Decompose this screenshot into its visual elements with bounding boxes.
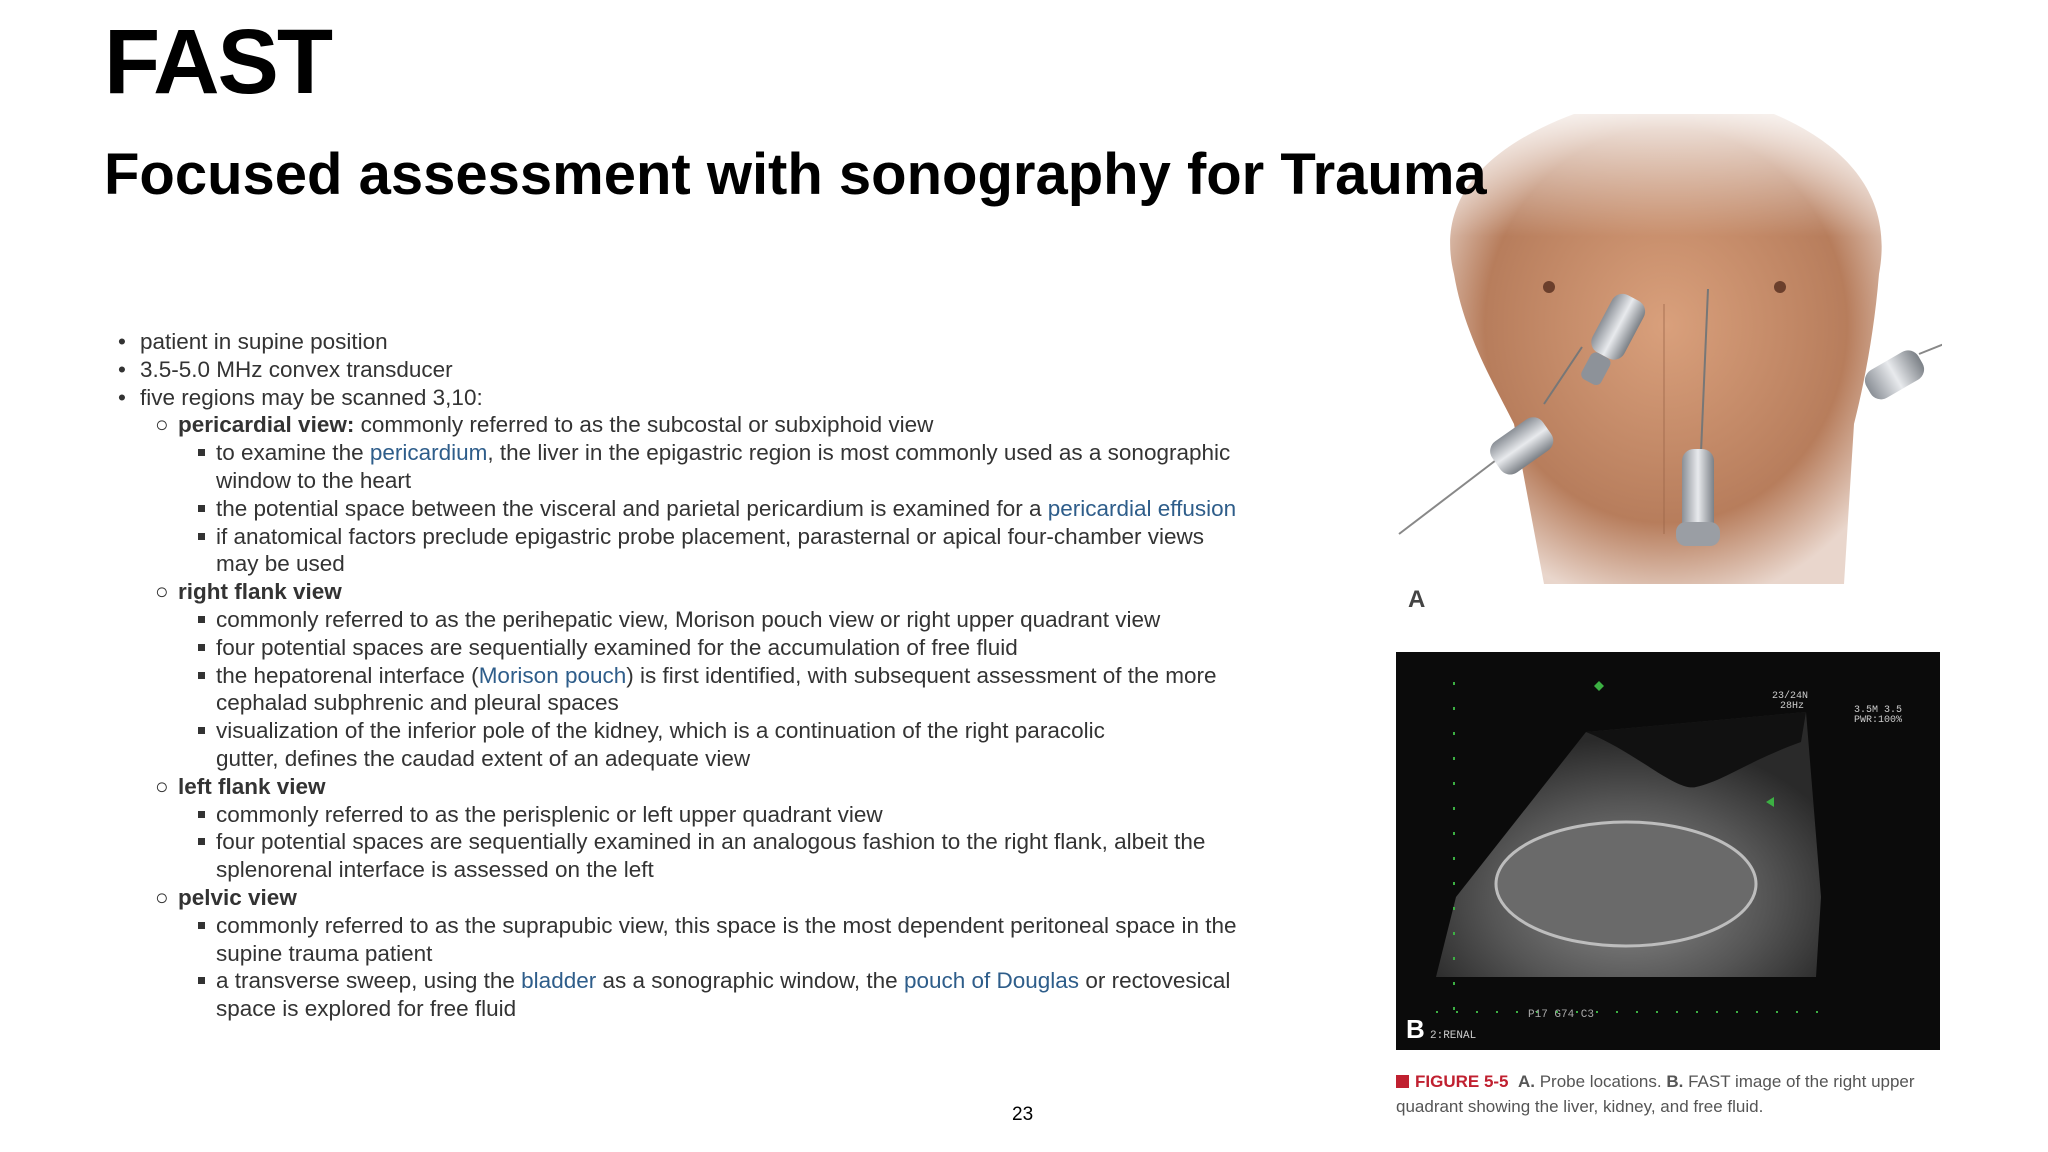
focus-marker-icon bbox=[1594, 681, 1604, 691]
bullet-item: • 3.5-5.0 MHz convex transducer bbox=[115, 356, 1315, 384]
list-item: visualization of the inferior pole of the kidney, which is a continuation of the right paracolic bbox=[115, 717, 1315, 745]
pouch-of-douglas-link[interactable]: pouch of Douglas bbox=[903, 968, 1080, 994]
bladder-link[interactable]: bladder bbox=[521, 968, 597, 994]
caption-square-icon bbox=[1396, 1075, 1409, 1088]
slide-subtitle: Focused assessment with sonography for Trauma bbox=[104, 142, 1487, 207]
morison-pouch-link[interactable]: Morison pouch bbox=[478, 662, 627, 688]
us-setting-text: 3.5M 3.5 bbox=[1854, 705, 1903, 716]
list-item-continuation: splenorenal interface is assessed on the left bbox=[216, 857, 654, 883]
bullet-list bbox=[115, 328, 1315, 1023]
list-item: the hepatorenal interface (Morison pouch) is first identified, with subsequent assessment of the more bbox=[115, 662, 1315, 690]
us-setting-text: PWR:100% bbox=[1854, 715, 1903, 726]
subheading-pelvic: ○ pelvic view bbox=[115, 884, 1315, 912]
us-setting-text: 23/24N bbox=[1772, 691, 1809, 702]
list-item: commonly referred to as the perisplenic or left upper quadrant view bbox=[115, 801, 1315, 829]
list-item: four potential spaces are sequentially examined in an analogous fashion to the right flank, albeit the bbox=[115, 828, 1315, 856]
page-number: 23 bbox=[1012, 1104, 1034, 1125]
list-item-continuation: window to the heart bbox=[216, 467, 412, 493]
subheading-left-flank: ○ left flank view bbox=[115, 773, 1315, 801]
pericardium-link[interactable]: pericardium bbox=[369, 440, 488, 466]
pericardial-effusion-link[interactable]: pericardial effusion bbox=[1047, 495, 1237, 521]
list-item: four potential spaces are sequentially examined for the accumulation of free fluid bbox=[115, 634, 1315, 662]
list-item-continuation: supine trauma patient bbox=[216, 940, 433, 966]
kidney-shape bbox=[1496, 822, 1756, 946]
left-nipple bbox=[1543, 281, 1555, 293]
list-item-continuation: cephalad subphrenic and pleural spaces bbox=[216, 690, 619, 716]
figure-caption: FIGURE 5-5 A. Probe locations. B. FAST image of the right upper quadrant showing the liver, kidney, and free fluid. bbox=[1396, 1072, 1915, 1116]
figure-label-b: B bbox=[1406, 1014, 1425, 1044]
right-nipple bbox=[1774, 281, 1786, 293]
list-item-continuation: gutter, defines the caudad extent of an adequate view bbox=[216, 745, 751, 771]
us-mode-text: 2:RENAL bbox=[1430, 1030, 1477, 1042]
list-item-continuation: may be used bbox=[216, 551, 345, 577]
us-code-text: P17 G74 C3 bbox=[1528, 1009, 1595, 1021]
slide-title: FAST bbox=[104, 11, 332, 113]
pelvic-probe-icon bbox=[1676, 449, 1720, 546]
ultrasound-image bbox=[1396, 652, 1940, 1050]
subheading-pericardial: ○ pericardial view: commonly referred to as the subcostal or subxiphoid view bbox=[115, 411, 1315, 439]
list-item: the potential space between the visceral and parietal pericardium is examined for a pericardial effusion bbox=[115, 495, 1315, 523]
bullet-item: • patient in supine position bbox=[115, 328, 1315, 356]
ultrasound-graphic bbox=[1396, 652, 1940, 1050]
list-item: a transverse sweep, using the bladder as a sonographic window, the pouch of Douglas or rectovesical bbox=[115, 967, 1315, 995]
list-item: if anatomical factors preclude epigastric probe placement, parasternal or apical four-chamber views bbox=[115, 523, 1315, 551]
bullet-item: • five regions may be scanned 3,10: bbox=[115, 384, 1315, 412]
subheading-right-flank: ○ right flank view bbox=[115, 578, 1315, 606]
list-item: commonly referred to as the perihepatic view, Morison pouch view or right upper quadrant view bbox=[115, 606, 1315, 634]
figure-label-a: A bbox=[1408, 586, 1426, 613]
us-setting-text: 28Hz bbox=[1780, 701, 1805, 712]
list-item-continuation: space is explored for free fluid bbox=[216, 996, 517, 1022]
list-item: to examine the pericardium, the liver in the epigastric region is most commonly used as a sonographic bbox=[115, 439, 1315, 467]
list-item: commonly referred to as the suprapubic view, this space is the most dependent peritoneal space in the bbox=[115, 912, 1315, 940]
